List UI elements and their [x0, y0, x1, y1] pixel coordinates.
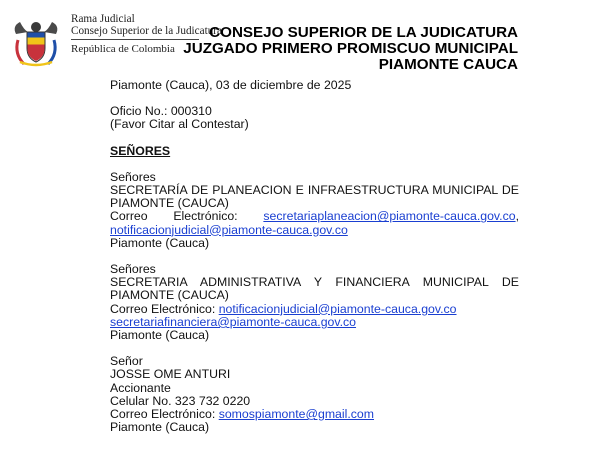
recipient-block — [110, 171, 519, 250]
letterhead — [0, 0, 600, 80]
recipient-location: Piamonte (Cauca) — [110, 235, 210, 250]
recipient-name: JOSSE OME ANTURI — [110, 367, 231, 382]
email-label: Correo Electrónico: — [110, 209, 238, 224]
email-link[interactable]: notificacionjudicial@piamonte-cauca.gov.co — [218, 301, 457, 316]
recipient-location: Piamonte (Cauca) — [110, 420, 210, 435]
email-label: Correo Electrónico: — [110, 407, 216, 422]
recipient-title: Señores — [110, 262, 156, 277]
title-line-1: CONSEJO SUPERIOR DE LA JUDICATURA — [209, 24, 518, 41]
republica-label: República de Colombia — [71, 43, 175, 55]
oficio-number: Oficio No.: 000310 — [110, 104, 212, 119]
place-date: Piamonte (Cauca), 03 de diciembre de 2025 — [110, 78, 352, 92]
recipient-name-line: PIAMONTE (CAUCA) — [110, 288, 229, 303]
title-line-3: PIAMONTE CAUCA — [378, 55, 518, 73]
recipient-title: Señores — [110, 169, 156, 184]
email-separator: , — [515, 209, 519, 224]
recipient-block — [110, 355, 519, 434]
recipient-phone: Celular No. 323 732 0220 — [110, 393, 251, 408]
recipient-name-line: SECRETARIA ADMINISTRATIVA Y FINANCIERA MUNICIPAL DE — [110, 275, 519, 290]
recipient-name-line: PIAMONTE (CAUCA) — [110, 196, 229, 211]
rama-line-2: Consejo Superior de la Judicatura — [71, 25, 222, 38]
email-link[interactable]: secretariafinanciera@piamonte-cauca.gov.co — [110, 314, 357, 329]
letterhead-divider — [71, 39, 199, 40]
email-link[interactable]: somospiamonte@gmail.com — [218, 407, 375, 422]
court-title — [183, 25, 518, 72]
salutation: SEÑORES — [110, 143, 171, 158]
recipient-block — [110, 263, 519, 342]
rama-line-1: Rama Judicial — [71, 13, 135, 25]
recipient-name-line: SECRETARÍA DE PLANEACION E INFRAESTRUCTURA MUNICIPAL DE — [110, 183, 519, 198]
email-label: Correo Electrónico: — [110, 301, 216, 316]
recipient-location: Piamonte (Cauca) — [110, 328, 210, 343]
email-link[interactable]: notificacionjudicial@piamonte-cauca.gov.co — [110, 222, 348, 237]
email-link[interactable]: secretariaplaneacion@piamonte-cauca.gov.co — [263, 209, 516, 224]
recipient-title: Señor — [110, 354, 143, 369]
citar-note: (Favor Citar al Contestar) — [110, 117, 249, 132]
letter-body — [110, 79, 519, 434]
title-line-2: JUZGADO PRIMERO PROMISCUO MUNICIPAL — [183, 39, 518, 57]
colombia-coat-of-arms-icon — [10, 18, 62, 68]
recipient-role: Accionante — [110, 380, 171, 395]
